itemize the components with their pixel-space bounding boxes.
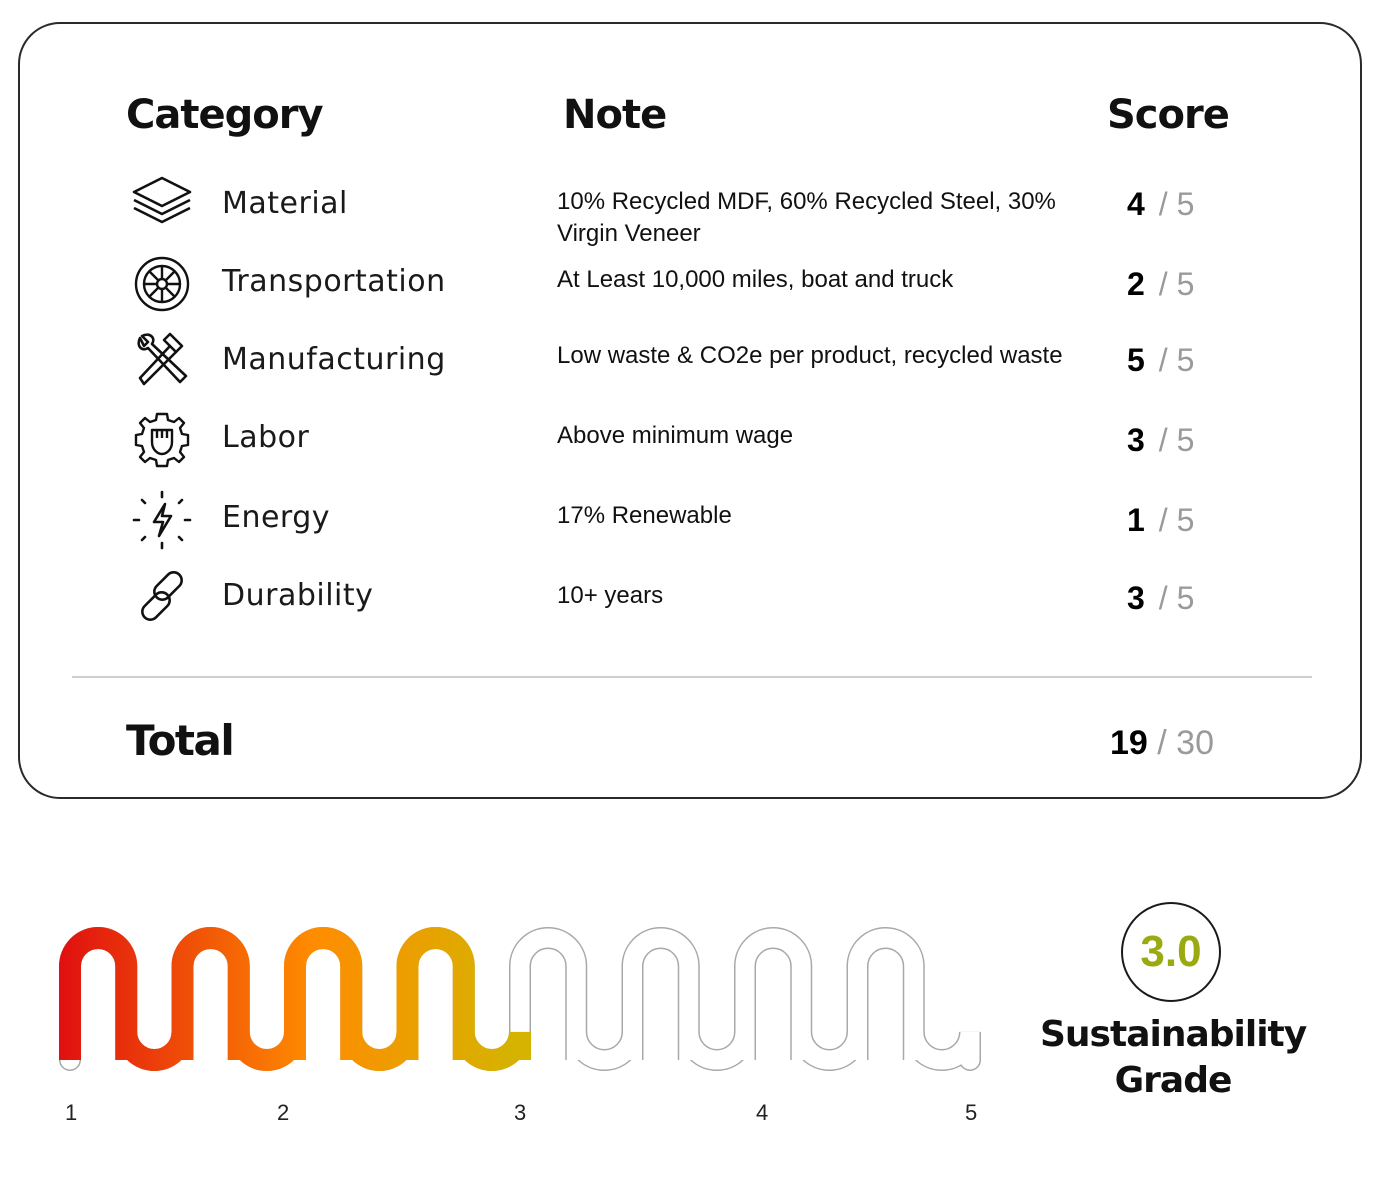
gauge-tick-label: 3 [514, 1100, 527, 1125]
note-text: 10% Recycled MDF, 60% Recycled Steel, 30% Virgin Veneer [557, 188, 1056, 247]
category-label: Durability [222, 578, 374, 613]
category-label: Transportation [222, 264, 446, 299]
category-label: Manufacturing [222, 342, 446, 377]
header-note: Note [563, 92, 667, 138]
grade-label: Sustainability Grade [1040, 1014, 1307, 1101]
fist-gear-icon [130, 408, 194, 472]
chain-link-icon [130, 564, 194, 628]
total-label: Total [126, 716, 234, 765]
tire-icon [130, 252, 194, 316]
divider [72, 676, 1312, 678]
note-text: At Least 10,000 miles, boat and truck [557, 266, 954, 293]
lightning-icon [130, 488, 194, 552]
note-text: 10+ years [557, 582, 664, 609]
gauge-tick-label: 4 [756, 1100, 769, 1125]
gauge-tick-label: 1 [65, 1100, 78, 1125]
score-value: 3 / 5 [1127, 422, 1195, 458]
total-score: 19 / 30 [1110, 724, 1214, 762]
score-value: 3 / 5 [1127, 580, 1195, 616]
note-text: Above minimum wage [557, 422, 794, 449]
score-value: 1 / 5 [1127, 502, 1195, 538]
category-label: Labor [222, 420, 310, 455]
score-value: 4 / 5 [1127, 186, 1195, 222]
category-label: Energy [222, 500, 331, 535]
gauge-tick-label: 2 [277, 1100, 290, 1125]
score-card [18, 22, 1362, 799]
header-category: Category [126, 92, 323, 138]
layers-icon [130, 172, 194, 236]
category-label: Material [222, 186, 348, 221]
tools-icon [130, 328, 194, 392]
gauge-tick-label: 5 [965, 1100, 978, 1125]
note-text: 17% Renewable [557, 502, 732, 529]
header-score: Score [1107, 92, 1229, 138]
grade-value: 3.0 [1121, 902, 1221, 1002]
score-value: 5 / 5 [1127, 342, 1195, 378]
score-value: 2 / 5 [1127, 266, 1195, 302]
note-text: Low waste & CO2e per product, recycled waste [557, 342, 1063, 369]
